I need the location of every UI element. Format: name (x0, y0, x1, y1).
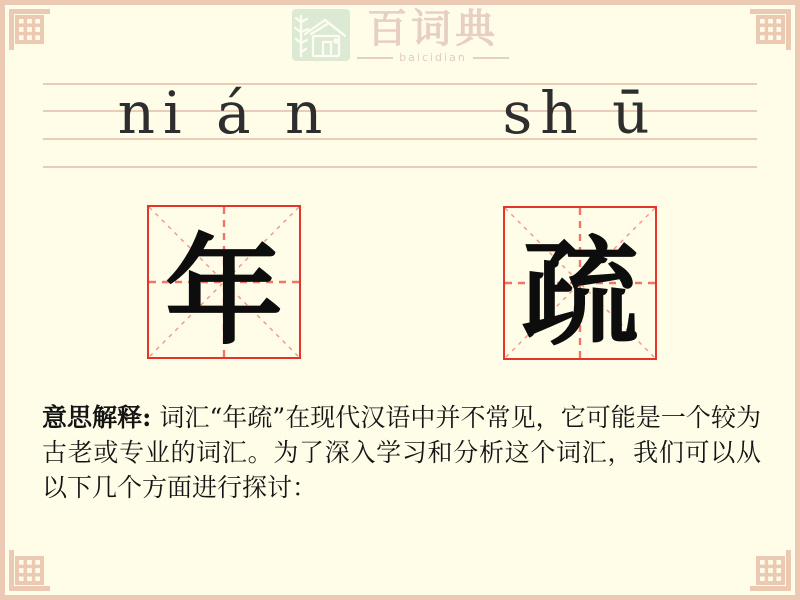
definition-label: 意思解释: (42, 403, 152, 432)
hanzi-nian: 年 (164, 222, 283, 361)
character-box-shu (503, 206, 657, 360)
pinyin-nian: ni á n (117, 79, 331, 147)
pinyin-guide-line-4 (43, 166, 757, 168)
logo-subtitle: baicidian (399, 51, 467, 64)
logo-subtitle-row (357, 51, 509, 64)
logo-title: 百词典 (366, 5, 499, 52)
logo-right-dash (473, 57, 509, 59)
definition-paragraph (42, 400, 761, 505)
corner-ornament-bottom-right (734, 534, 796, 596)
hanzi-shu: 疏 (520, 223, 639, 362)
corner-ornament-bottom-left (4, 534, 66, 596)
house-bamboo-icon (291, 8, 351, 62)
baicidian-logo (0, 5, 800, 64)
logo-left-dash (357, 57, 393, 59)
character-box-nian (147, 205, 301, 359)
logo-text-block (357, 5, 509, 64)
pinyin-shu: sh ū (502, 79, 658, 147)
definition-text: 词汇“年疏”在现代汉语中并不常见，它可能是一个较为古老或专业的词汇。为了深入学习和分析这个词汇，我们可以从以下几个方面进行探讨： (42, 403, 761, 502)
